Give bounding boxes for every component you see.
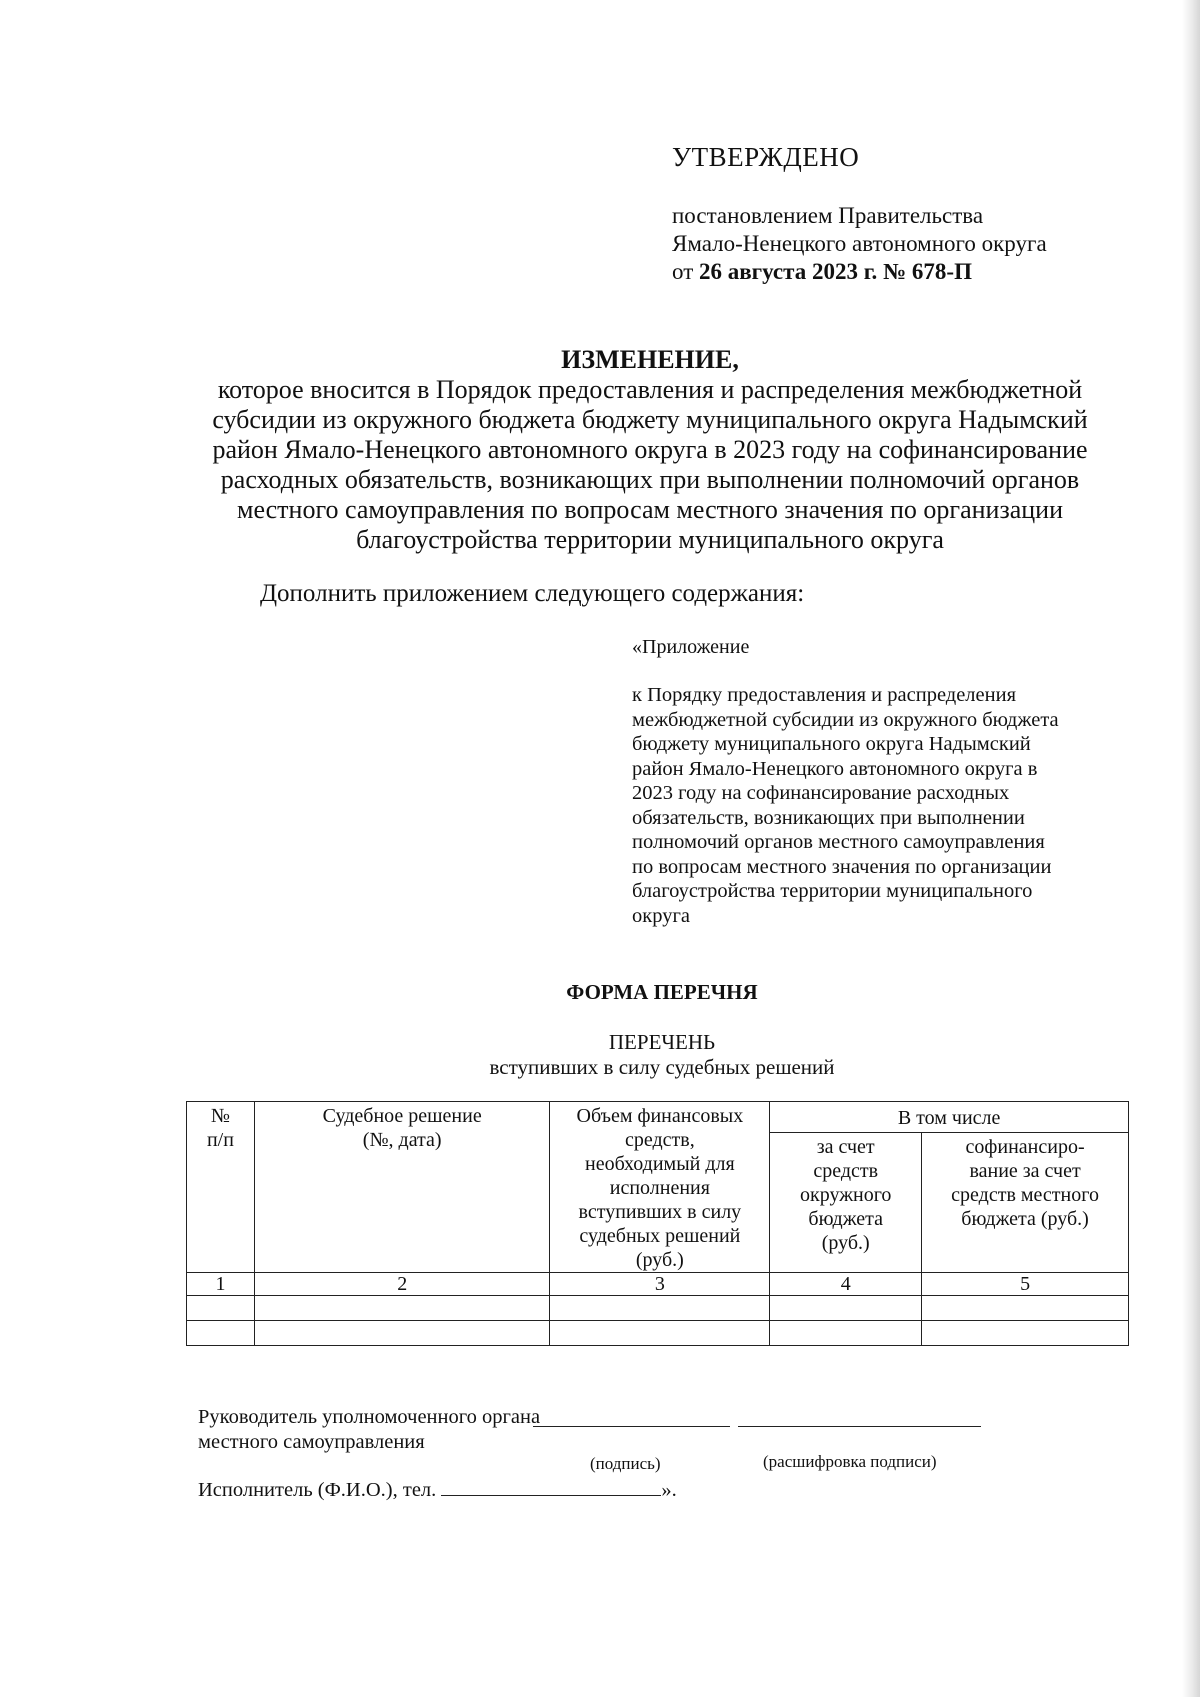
executor-label: Исполнитель (Ф.И.О.), тел. — [198, 1479, 437, 1501]
appendix-label: «Приложение — [632, 636, 750, 658]
change-line: район Ямало-Ненецкого автономного округа в 2023 году на софинансирование — [212, 435, 1088, 464]
table-row — [187, 1321, 1129, 1346]
header-text: бюджета (руб.) — [961, 1207, 1089, 1230]
appendix-line: полномочий органов местного самоуправления — [632, 831, 1045, 853]
header-text: (№, дата) — [362, 1129, 442, 1151]
column-number: 2 — [254, 1273, 550, 1296]
approval-date-number: 26 августа 2023 г. № 678-П — [699, 259, 972, 284]
approval-date-prefix: от — [672, 259, 694, 284]
column-number: 1 — [187, 1273, 255, 1296]
header-text: средств, — [625, 1129, 695, 1151]
table-cell — [254, 1296, 550, 1321]
appendix-line: 2023 году на софинансирование расходных — [632, 782, 1010, 804]
appendix-text — [632, 683, 1132, 928]
header-text: судебных решений — [579, 1225, 741, 1247]
header-text: (руб.) — [821, 1231, 870, 1254]
header-text: исполнения — [609, 1177, 710, 1199]
header-text: Объем финансовых — [576, 1105, 744, 1127]
column-number: 5 — [922, 1273, 1129, 1296]
header-text: средств — [813, 1159, 879, 1182]
header-number — [187, 1102, 255, 1273]
table-number-row — [187, 1273, 1129, 1296]
header-volume — [550, 1102, 770, 1273]
list-title: ПЕРЕЧЕНЬ — [608, 1030, 716, 1054]
appendix-line: район Ямало-Ненецкого автономного округа в — [632, 757, 1038, 780]
change-line: которое вносится в Порядок предоставления и распределения межбюджетной — [217, 375, 1083, 404]
executor-blank — [441, 1477, 661, 1496]
signature-decode-line — [738, 1426, 981, 1427]
table-header-row — [187, 1102, 1129, 1133]
appendix-line: по вопросам местного значения по организации — [632, 855, 1052, 878]
list-subtitle: вступивших в силу судебных решений — [489, 1055, 835, 1079]
header-district-budget — [770, 1132, 922, 1272]
header-text: софинансиро- — [965, 1135, 1085, 1158]
header-decision — [254, 1102, 550, 1273]
appendix-line: межбюджетной субсидии из окружного бюджета — [632, 708, 1059, 731]
header-text: п/п — [206, 1129, 234, 1151]
header-text: средств местного — [951, 1183, 1099, 1206]
change-heading: ИЗМЕНЕНИЕ, — [561, 345, 739, 374]
appendix-line: к Порядку предоставления и распределения — [632, 684, 1016, 706]
approval-line-1: постановлением Правительства — [672, 203, 984, 228]
executor-end: ». — [661, 1479, 677, 1501]
change-line: расходных обязательств, возникающих при выполнении полномочий органов — [220, 465, 1080, 494]
header-text: за счет — [816, 1135, 875, 1158]
header-text: Судебное решение — [322, 1105, 482, 1127]
signature-labels — [198, 1405, 540, 1455]
appendix-line: округа — [632, 904, 690, 927]
signature-line — [533, 1426, 730, 1427]
intro-paragraph: Дополнить приложением следующего содержания: — [260, 580, 805, 607]
signature-caption: (подпись) — [590, 1454, 661, 1473]
appendix-line: обязательств, возникающих при выполнении — [632, 806, 1025, 829]
form-title: ФОРМА ПЕРЕЧНЯ — [566, 980, 758, 1004]
header-text: вание за счет — [969, 1159, 1081, 1182]
court-decisions-table — [186, 1101, 1129, 1346]
page-edge-shadow — [1182, 0, 1200, 1697]
table-row — [187, 1296, 1129, 1321]
table-cell — [922, 1296, 1129, 1321]
list-title-block — [400, 1030, 924, 1080]
table-cell — [550, 1296, 770, 1321]
change-line: местного самоуправления по вопросам местного значения по организации — [236, 495, 1063, 524]
header-group-including: В том числе — [770, 1102, 1129, 1133]
change-title-block — [150, 345, 1150, 555]
approval-line-2: Ямало-Ненецкого автономного округа — [672, 231, 1047, 256]
approved-title: УТВЕРЖДЕНО — [672, 142, 860, 172]
table-cell — [254, 1321, 550, 1346]
table-cell — [550, 1321, 770, 1346]
header-text: (руб.) — [635, 1249, 684, 1271]
header-text: № — [210, 1105, 230, 1127]
header-text: окружного — [800, 1183, 892, 1206]
executor-line — [198, 1477, 677, 1502]
column-number: 4 — [770, 1273, 922, 1296]
signature-decode-caption: (расшифровка подписи) — [763, 1452, 937, 1471]
appendix-line: благоустройства территории муниципального — [632, 880, 1033, 902]
header-local-cofinancing — [922, 1132, 1129, 1272]
table-cell — [922, 1321, 1129, 1346]
header-text: необходимый для — [585, 1153, 735, 1175]
appendix-line: бюджету муниципального округа Надымский — [632, 733, 1031, 755]
approval-block — [672, 202, 1047, 286]
table-cell — [187, 1321, 255, 1346]
column-number: 3 — [550, 1273, 770, 1296]
table-cell — [187, 1296, 255, 1321]
change-line: субсидии из окружного бюджета бюджету муниципального округа Надымский — [212, 405, 1088, 434]
table-cell — [770, 1321, 922, 1346]
approval-date-line — [672, 258, 1047, 286]
header-text: вступивших в силу — [578, 1201, 742, 1223]
header-text: бюджета — [808, 1207, 883, 1230]
head-label-line-1: Руководитель уполномоченного органа — [198, 1406, 541, 1428]
table-cell — [770, 1296, 922, 1321]
head-label-line-2: местного самоуправления — [198, 1431, 425, 1453]
change-line: благоустройства территории муниципального округа — [356, 525, 944, 554]
